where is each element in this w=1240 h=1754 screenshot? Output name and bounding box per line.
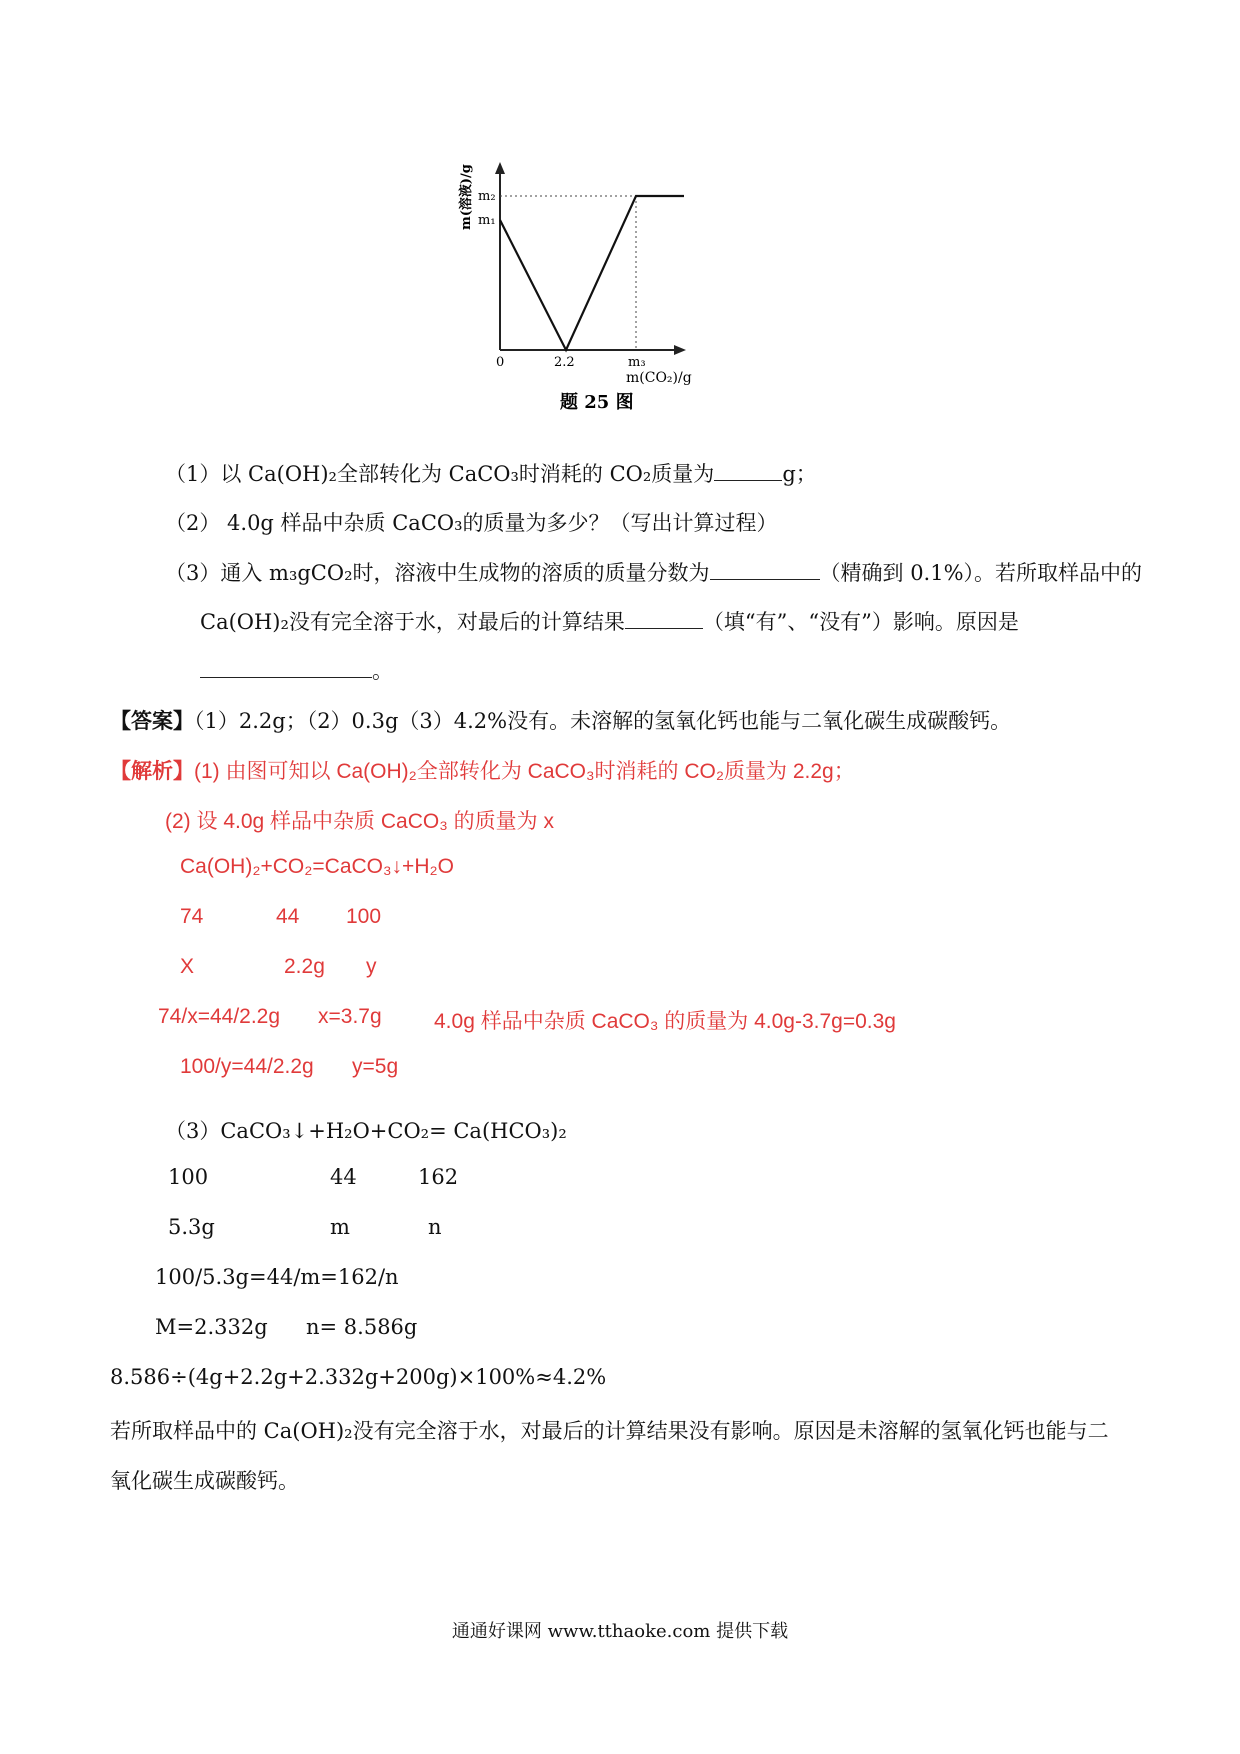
analysis-line-2: (2) 设 4.0g 样品中杂质 CaCO₃ 的质量为 x: [165, 810, 554, 833]
calc-4-a: M=2.332g: [155, 1315, 268, 1339]
x-tick-m3: m₃: [628, 355, 646, 370]
equation-2: （3）CaCO₃↓+H₂O+CO₂= Ca(HCO₃)₂: [165, 1119, 567, 1143]
y-axis-arrow: [495, 162, 505, 174]
y-tick-m2: m₂: [478, 189, 496, 204]
conclusion-line-1: 若所取样品中的 Ca(OH)₂没有完全溶于水，对最后的计算结果没有影响。原因是未溶解的氢氧化钙也能与二: [110, 1419, 1109, 1443]
calc-4-b: n= 8.586g: [306, 1315, 418, 1339]
analysis-label: 【解析】: [110, 760, 194, 783]
ratio-row-2-c: y: [366, 955, 377, 978]
figure-caption: 题 25 图: [560, 392, 634, 413]
question-3-suffix-2: （填“有”、“没有”）影响。原因是: [702, 610, 1019, 634]
calc-1-b: x=3.7g: [318, 1005, 382, 1028]
x-tick-0: 0: [496, 355, 505, 370]
question-3-line-2: [200, 606, 1019, 636]
footer-text: 通通好课网 www.tthaoke.com 提供下载: [451, 1621, 789, 1642]
question-2: （2） 4.0g 样品中杂质 CaCO₃的质量为多少？（写出计算过程）: [165, 511, 778, 535]
x-axis-label: m(CO₂)/g: [626, 370, 692, 386]
ratio-row-1-a: 74: [180, 905, 204, 928]
ratio-row-4-b: m: [330, 1215, 350, 1239]
analysis-line-1: [110, 755, 855, 785]
ratio-row-3-c: 162: [418, 1165, 459, 1189]
question-3-end: 。: [372, 659, 393, 683]
y-axis-label: m(溶液)/g: [459, 164, 474, 230]
question-3-line-1: [165, 557, 1142, 587]
calc-2-a: 100/y=44/2.2g: [180, 1055, 314, 1078]
ratio-row-2-a: X: [180, 955, 195, 978]
ratio-row-3-b: 44: [330, 1165, 357, 1189]
question-3-line-3: [200, 655, 393, 685]
answer-line: [110, 705, 1011, 735]
x-tick-2-2: 2.2: [554, 355, 575, 370]
equation-1: Ca(OH)₂+CO₂=CaCO₃↓+H₂O: [180, 855, 454, 878]
ratio-row-2-b: 2.2g: [284, 955, 325, 978]
answer-blank[interactable]: [710, 561, 820, 580]
question-3-text: （3）通入 m₃gCO₂时，溶液中生成物的溶质的质量分数为: [165, 561, 710, 585]
calc-5: 8.586÷(4g+2.2g+2.332g+200g)×100%≈4.2%: [110, 1365, 607, 1389]
calc-1-a: 74/x=44/2.2g: [158, 1005, 281, 1028]
ratio-row-1-c: 100: [346, 905, 382, 928]
data-line: [500, 196, 684, 350]
graph-figure: [459, 160, 790, 440]
conclusion-line-2: 氧化碳生成碳酸钙。: [110, 1469, 299, 1493]
question-1-text: （1）以 Ca(OH)₂全部转化为 CaCO₃时消耗的 CO₂质量为: [165, 462, 715, 486]
answer-label: 【答案】: [110, 708, 194, 733]
answer-text: （1）2.2g；（2）0.3g（3）4.2%没有。未溶解的氢氧化钙也能与二氧化碳生成碳酸钙。: [194, 709, 1012, 733]
calc-3: 100/5.3g=44/m=162/n: [155, 1265, 399, 1289]
question-1-suffix: g；: [782, 462, 817, 486]
analysis-text-1: (1) 由图可知以 Ca(OH)₂全部转化为 CaCO₃时消耗的 CO₂质量为 2.2g；: [194, 760, 855, 783]
question-1: [165, 458, 817, 488]
calc-2-b: y=5g: [352, 1055, 399, 1078]
ratio-row-1-b: 44: [276, 905, 300, 928]
answer-blank[interactable]: [714, 462, 782, 481]
ratio-row-4-c: n: [428, 1215, 442, 1239]
answer-blank[interactable]: [200, 659, 372, 678]
question-3-text-2: Ca(OH)₂没有完全溶于水，对最后的计算结果: [200, 610, 625, 634]
calc-1-c: 4.0g 样品中杂质 CaCO₃ 的质量为 4.0g-3.7g=0.3g: [434, 1010, 896, 1033]
ratio-row-4-a: 5.3g: [168, 1215, 215, 1239]
question-3-suffix: （精确到 0.1%）。若所取样品中的: [819, 561, 1143, 585]
y-tick-m1: m₁: [478, 213, 496, 228]
answer-blank[interactable]: [625, 610, 703, 629]
x-axis-arrow: [674, 345, 686, 355]
ratio-row-3-a: 100: [168, 1165, 209, 1189]
